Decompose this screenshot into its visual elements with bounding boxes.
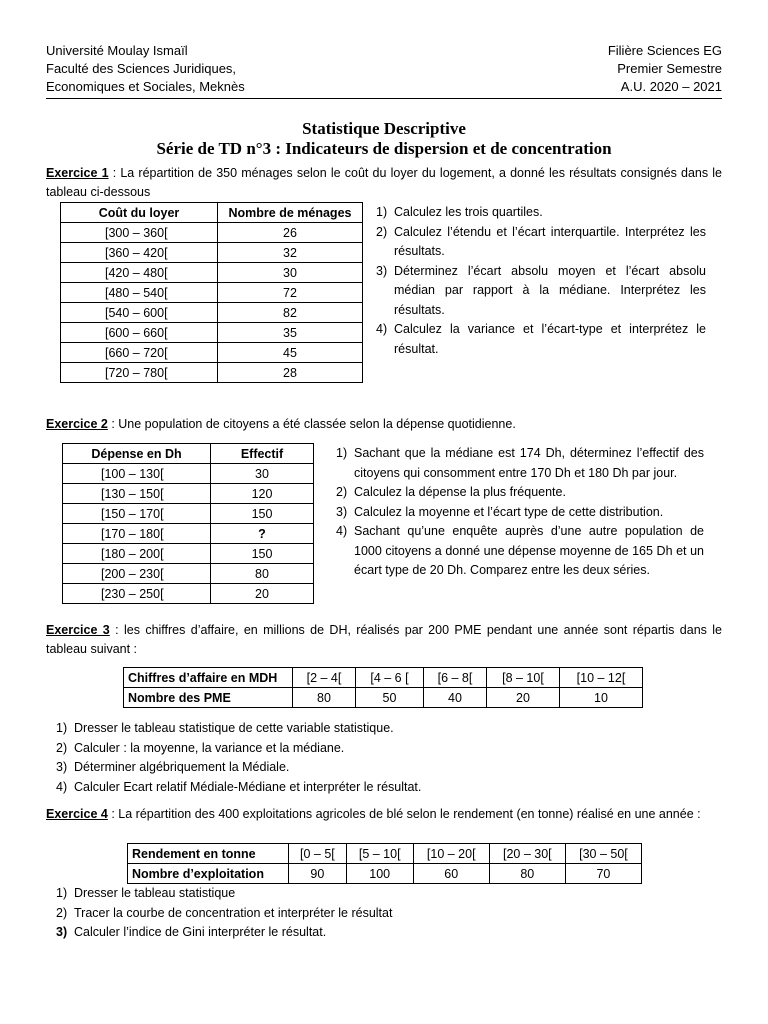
header-line: Faculté des Sciences Juridiques, <box>46 61 237 76</box>
header-line: Université Moulay Ismaïl <box>46 43 188 58</box>
table-cell: [20 – 30[ <box>489 844 565 864</box>
item-number: 4) <box>336 524 348 538</box>
item-number: 1) <box>336 446 348 460</box>
table-cell: [8 – 10[ <box>486 668 559 688</box>
table-cell: [170 – 180[ <box>63 524 211 544</box>
table-cell: 35 <box>218 323 363 343</box>
item-text: Calculez la moyenne et l’écart type de cette distribution. <box>354 504 664 519</box>
item-text: Dresser le tableau statistique <box>74 886 236 900</box>
item-text: Calculer : la moyenne, la variance et la médiane. <box>74 740 345 755</box>
list-item <box>336 522 704 581</box>
list-item <box>336 503 704 523</box>
table-row <box>124 668 643 688</box>
item-text: Sachant qu’une enquête auprès d’une autre population de 1000 citoyens a donné une dépense moyenne de 165 Dh et un écart type de 20 Dh. Comparez entre les deux séries. <box>354 524 704 577</box>
table-row <box>61 363 363 383</box>
table-cell: Chiffres d’affaire en MDH <box>124 668 293 688</box>
table-cell: [230 – 250[ <box>63 584 211 604</box>
table-cell: 80 <box>211 564 314 584</box>
exercise-4-text: : La répartition des 400 exploitations agricoles de blé selon le rendement (en tonne) réalisé en une année : <box>107 807 701 821</box>
list-item <box>376 262 706 321</box>
exercise-3-intro <box>46 621 722 659</box>
table-cell: 40 <box>423 688 486 708</box>
table-row <box>128 844 642 864</box>
exercise-3-label: Exercice 3 <box>46 623 110 637</box>
table-row <box>63 524 314 544</box>
table-cell: [180 – 200[ <box>63 544 211 564</box>
table-cell: [30 – 50[ <box>565 844 641 864</box>
document-title: Statistique Descriptive <box>302 119 466 138</box>
exercise-2-label: Exercice 2 <box>46 417 108 431</box>
list-item <box>56 904 716 924</box>
table-cell: [10 – 20[ <box>413 844 489 864</box>
item-text: Dresser le tableau statistique de cette variable statistique. <box>74 721 394 735</box>
table-cell: [360 – 420[ <box>61 243 218 263</box>
table-cell: 20 <box>211 584 314 604</box>
table-cell: 82 <box>218 303 363 323</box>
table-cell: 100 <box>346 864 413 884</box>
table-cell: 32 <box>218 243 363 263</box>
item-number: 4) <box>376 322 388 336</box>
table-cell: 28 <box>218 363 363 383</box>
item-number: 2) <box>56 905 68 920</box>
item-text: Calculez la variance et l’écart-type et interprétez le résultat. <box>394 322 706 356</box>
table-row <box>61 303 363 323</box>
exercise-2-table <box>62 443 314 604</box>
header-institution <box>46 42 245 96</box>
table-cell: 10 <box>559 688 642 708</box>
exercise-4-questions <box>56 884 716 943</box>
table-row <box>61 223 363 243</box>
item-number: 3) <box>376 263 388 278</box>
item-text: Déterminez l’écart absolu moyen et l’écart absolu médian par rapport à la médiane. Interprétez les résultats. <box>394 263 706 317</box>
table-row <box>63 484 314 504</box>
exercise-2-questions <box>336 444 704 581</box>
document-subtitle: Série de TD n°3 : Indicateurs de dispersion et de concentration <box>156 139 612 158</box>
item-text: Calculez les trois quartiles. <box>394 205 543 219</box>
list-item <box>56 778 716 798</box>
item-number: 1) <box>56 886 68 900</box>
exercise-4-table <box>127 843 642 884</box>
list-item <box>376 223 706 262</box>
table-cell: 20 <box>486 688 559 708</box>
table-cell: [4 – 6 [ <box>355 668 423 688</box>
table-row <box>61 283 363 303</box>
list-item <box>56 739 716 759</box>
table-cell: 70 <box>565 864 641 884</box>
exercise-1-questions <box>376 203 706 359</box>
table-cell: [480 – 540[ <box>61 283 218 303</box>
table-header: Effectif <box>211 444 314 464</box>
table-cell: [420 – 480[ <box>61 263 218 283</box>
table-cell: [200 – 230[ <box>63 564 211 584</box>
item-number: 1) <box>56 721 68 735</box>
item-text: Calculer Ecart relatif Médiale-Médiane et interpréter le résultat. <box>74 779 422 794</box>
header-program <box>608 42 722 96</box>
item-number: 2) <box>56 740 68 755</box>
table-header: Coût du loyer <box>61 203 218 223</box>
table-cell: 90 <box>289 864 347 884</box>
table-cell: [150 – 170[ <box>63 504 211 524</box>
item-text: Sachant que la médiane est 174 Dh, déterminez l’effectif des citoyens qui consomment entre 170 Dh et 180 Dh par jour. <box>354 446 704 480</box>
table-header: Nombre de ménages <box>218 203 363 223</box>
list-item <box>56 719 716 739</box>
exercise-1-intro <box>46 164 722 202</box>
list-item <box>56 884 716 904</box>
header-line: Filière Sciences EG <box>607 43 722 58</box>
item-number: 3) <box>336 504 348 519</box>
table-cell: 45 <box>218 343 363 363</box>
exercise-1-text: : La répartition de 350 ménages selon le coût du loyer du logement, a donné les résultats consignés dans le tableau ci-dessous <box>46 166 722 199</box>
table-cell: 80 <box>293 688 356 708</box>
table-row <box>124 688 643 708</box>
table-cell: [660 – 720[ <box>61 343 218 363</box>
header-line: Economiques et Sociales, Meknès <box>46 79 245 94</box>
header-line: Premier Semestre <box>617 61 722 76</box>
header-line: A.U. 2020 – 2021 <box>620 79 722 94</box>
exercise-2-text: : Une population de citoyens a été classée selon la dépense quotidienne. <box>107 417 516 431</box>
exercise-3-table <box>123 667 643 708</box>
exercise-3-text: : les chiffres d’affaire, en millions de DH, réalisés par 200 PME pendant une année sont répartis dans le tableau suivant : <box>46 623 722 656</box>
item-number: 3) <box>56 925 68 939</box>
header-divider <box>46 98 722 99</box>
item-number: 1) <box>376 205 388 219</box>
table-cell: 50 <box>355 688 423 708</box>
table-row <box>128 864 642 884</box>
table-row <box>61 243 363 263</box>
table-cell: 80 <box>489 864 565 884</box>
item-text: Calculer l’indice de Gini interpréter le résultat. <box>74 925 327 939</box>
table-row <box>63 584 314 604</box>
table-cell: 60 <box>413 864 489 884</box>
list-item <box>376 320 706 359</box>
table-cell: [300 – 360[ <box>61 223 218 243</box>
table-cell: [6 – 8[ <box>423 668 486 688</box>
list-item <box>376 203 706 223</box>
table-cell: [130 – 150[ <box>63 484 211 504</box>
table-cell: Rendement en tonne <box>128 844 289 864</box>
exercise-4-label: Exercice 4 <box>46 807 108 821</box>
item-text: Tracer la courbe de concentration et interpréter le résultat <box>74 905 393 920</box>
table-cell: 26 <box>218 223 363 243</box>
item-number: 4) <box>56 779 68 794</box>
table-row <box>61 323 363 343</box>
exercise-1-label: Exercice 1 <box>46 166 109 180</box>
table-cell: [10 – 12[ <box>559 668 642 688</box>
exercise-3-questions <box>56 719 716 797</box>
item-text: Calculez la dépense la plus fréquente. <box>354 485 566 499</box>
table-cell: [600 – 660[ <box>61 323 218 343</box>
list-item <box>336 444 704 483</box>
list-item <box>336 483 704 503</box>
list-item <box>56 758 716 778</box>
item-number: 2) <box>336 485 348 499</box>
table-cell: [540 – 600[ <box>61 303 218 323</box>
table-row <box>61 343 363 363</box>
exercise-1-table <box>60 202 363 383</box>
item-text: Déterminer algébriquement la Médiale. <box>74 760 290 774</box>
table-cell: [720 – 780[ <box>61 363 218 383</box>
table-header: Dépense en Dh <box>63 444 211 464</box>
table-cell: 72 <box>218 283 363 303</box>
table-cell: 120 <box>211 484 314 504</box>
table-cell: Nombre d’exploitation <box>128 864 289 884</box>
table-cell: 150 <box>211 544 314 564</box>
item-text: Calculez l’étendu et l’écart interquartile. Interprétez les résultats. <box>394 224 706 258</box>
table-cell: [100 – 130[ <box>63 464 211 484</box>
item-number: 2) <box>376 224 388 239</box>
exercise-2-intro <box>46 415 722 434</box>
table-cell: 30 <box>218 263 363 283</box>
table-cell: ? <box>211 524 314 544</box>
table-cell: 150 <box>211 504 314 524</box>
table-cell: [5 – 10[ <box>346 844 413 864</box>
table-cell: [2 – 4[ <box>293 668 356 688</box>
table-row <box>63 564 314 584</box>
table-row <box>63 504 314 524</box>
table-row <box>63 464 314 484</box>
item-number: 3) <box>56 760 68 774</box>
exercise-4-intro <box>46 805 722 824</box>
table-cell: 30 <box>211 464 314 484</box>
table-cell: Nombre des PME <box>124 688 293 708</box>
table-row <box>61 263 363 283</box>
list-item <box>56 923 716 943</box>
table-row <box>63 544 314 564</box>
table-cell: [0 – 5[ <box>289 844 347 864</box>
